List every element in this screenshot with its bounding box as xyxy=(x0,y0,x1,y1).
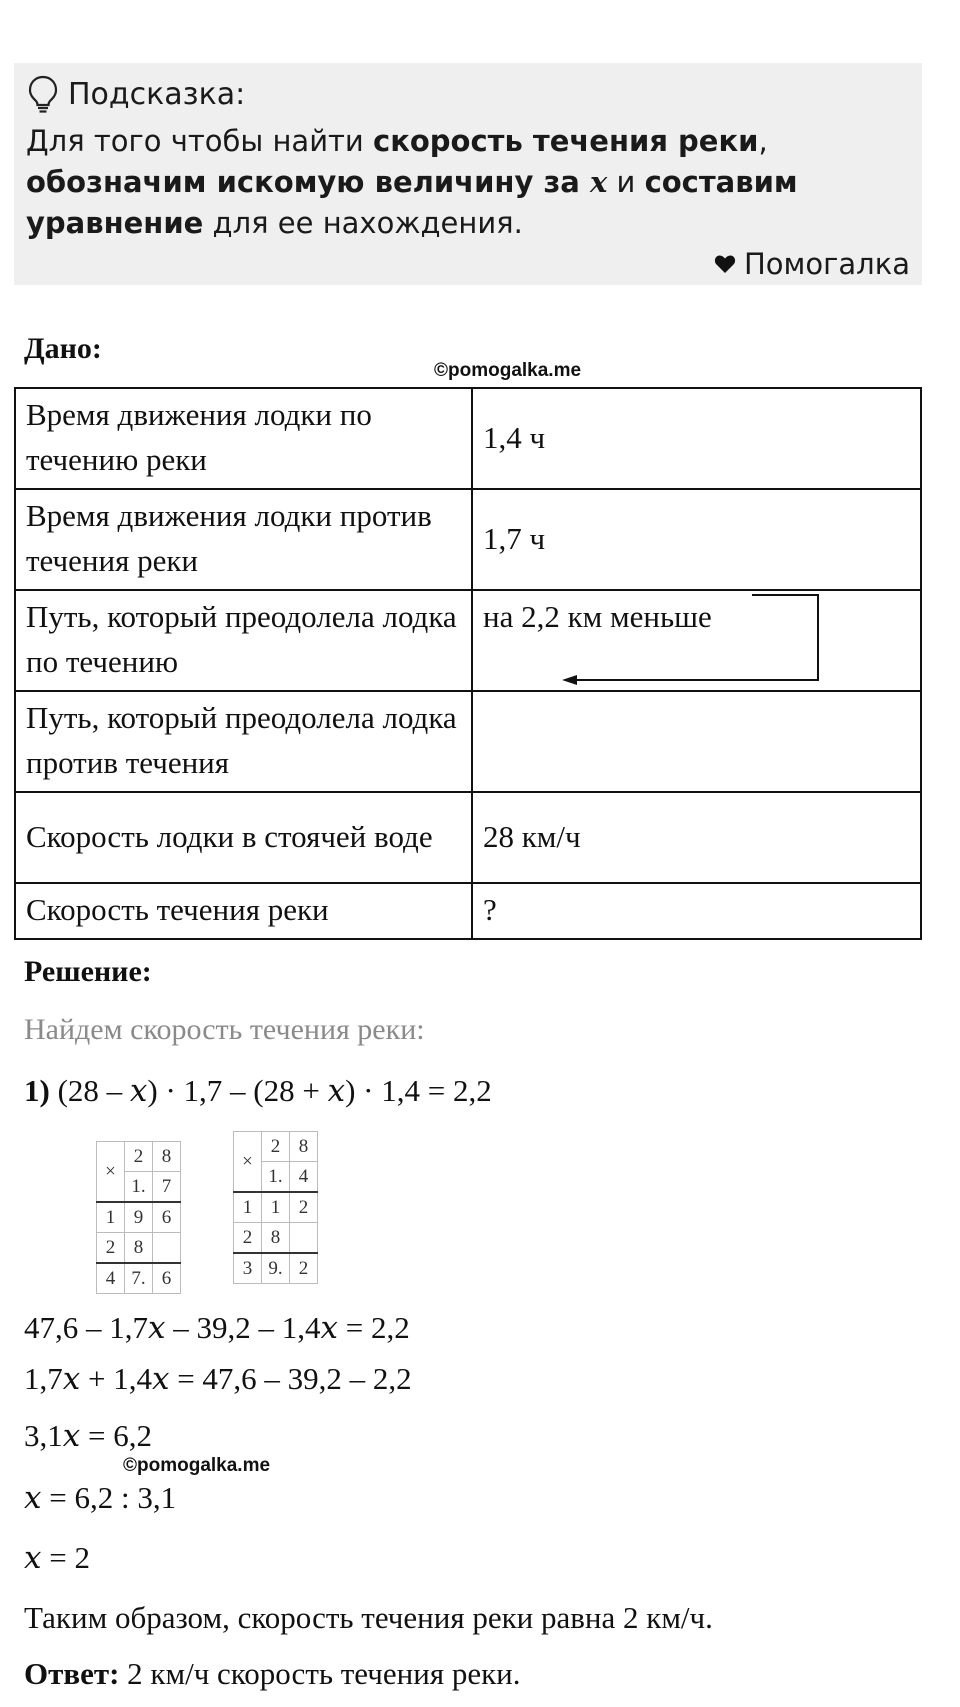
credit-text: Помогалка xyxy=(744,247,910,281)
table-row xyxy=(15,691,921,792)
lightbulb-icon xyxy=(26,74,60,114)
equation-6: x = 2 xyxy=(24,1540,90,1576)
step-intro: Найдем скорость течения реки: xyxy=(24,1013,425,1046)
value-cell xyxy=(472,691,921,792)
given-table xyxy=(14,387,922,940)
conclusion: Таким образом, скорость течения реки равна 2 км/ч. xyxy=(24,1600,713,1635)
watermark: ©pomogalka.me xyxy=(434,360,582,381)
value-cell: на 2,2 км меньше xyxy=(472,590,921,691)
hint-title: Подсказка: xyxy=(68,76,246,112)
hint-header xyxy=(26,69,908,119)
param-cell: Путь, который преодолела лодка против течения xyxy=(15,691,472,792)
watermark: ©pomogalka.me xyxy=(123,1455,271,1476)
value-cell: 1,7 ч xyxy=(472,489,921,590)
equation-2: 47,6 – 1,7x – 39,2 – 1,4x = 2,2 xyxy=(24,1310,410,1346)
given-heading: Дано: xyxy=(24,332,102,365)
table-row xyxy=(15,590,921,691)
hint-credit xyxy=(714,247,910,281)
hint-text: Для того чтобы найти скорость течения реки, обозначим искомую величину за x и составим уравнение для ее нахождения. xyxy=(26,124,798,240)
param-cell: Время движения лодки против течения реки xyxy=(15,489,472,590)
param-cell: Скорость лодки в стоячей воде xyxy=(15,792,472,883)
heart-icon xyxy=(714,254,736,274)
table-row xyxy=(15,489,921,590)
param-cell: Время движения лодки по течению реки xyxy=(15,388,472,489)
answer: Ответ: 2 км/ч скорость течения реки. xyxy=(24,1656,521,1691)
solution-heading: Решение: xyxy=(24,955,152,988)
table-row xyxy=(15,388,921,489)
value-cell: 28 км/ч xyxy=(472,792,921,883)
variable-x: x xyxy=(589,165,608,199)
equation-5: x = 6,2 : 3,1 xyxy=(24,1480,177,1516)
equation-4: 3,1x = 6,2 xyxy=(24,1418,152,1454)
multiplication-1: × 2 8 1. 7 1 9 6 2 8 4 7. 6 xyxy=(96,1141,181,1294)
value-cell: ? xyxy=(472,883,921,939)
param-cell: Скорость течения реки xyxy=(15,883,472,939)
param-cell: Путь, который преодолела лодка по течению xyxy=(15,590,472,691)
equation-3: 1,7x + 1,4x = 47,6 – 39,2 – 2,2 xyxy=(24,1361,412,1397)
hint-box xyxy=(14,63,922,285)
table-row xyxy=(15,792,921,883)
table-row xyxy=(15,883,921,939)
equation-1: 1) (28 – x) · 1,7 – (28 + x) · 1,4 = 2,2 xyxy=(24,1073,492,1109)
value-cell: 1,4 ч xyxy=(472,388,921,489)
multiplication-2: × 2 8 1. 4 1 1 2 2 8 3 9. 2 xyxy=(233,1131,318,1284)
